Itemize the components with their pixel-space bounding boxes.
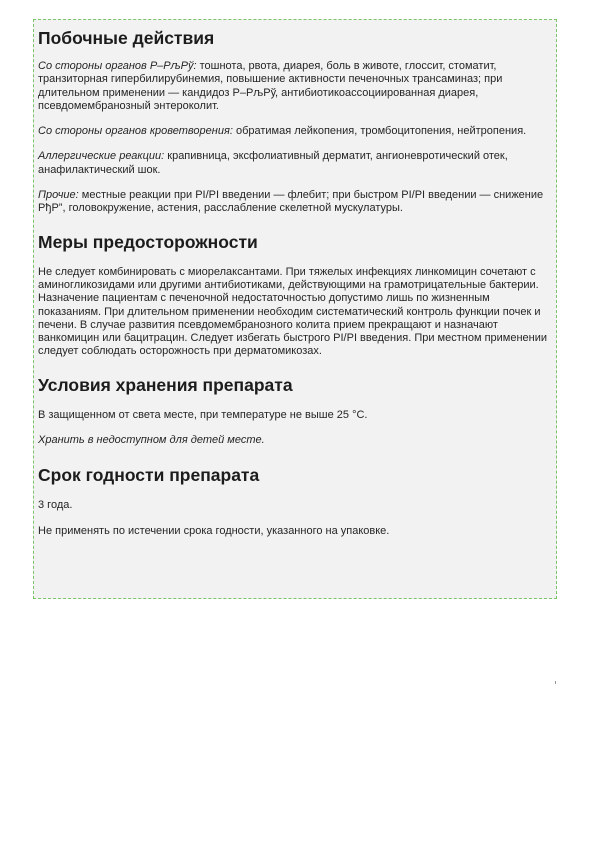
side-effects-gi-label: Со стороны органов Р–РљРў:: [38, 60, 197, 72]
side-effects-other-text: местные реакции при РІ/РІ введении — флебит; при быстром РІ/РІ введении — снижение РђР”, головокружение, астения, расслабление скелетной мускулатуры.: [38, 189, 544, 215]
side-effects-other-label: Прочие:: [38, 189, 79, 202]
side-effects-blood-label: Со стороны органов кроветворения:: [38, 125, 233, 138]
storage-text: В защищенном от света месте, при температуре не выше 25 °C.: [38, 408, 368, 421]
margin-mark: [555, 681, 556, 684]
side-effects-allergy-paragraph: [38, 150, 552, 177]
storage-note-text: Хранить в недоступном для детей месте.: [38, 434, 265, 447]
side-effects-heading: Побочные действия: [38, 28, 215, 48]
storage-heading: Условия хранения препарата: [38, 374, 293, 395]
side-effects-allergy-label: Аллергические реакции:: [38, 150, 165, 163]
shelf-life-heading: Срок годности препарата: [38, 465, 260, 486]
shelf-life-note: Не применять по истечении срока годности, указанного на упаковке.: [38, 524, 390, 537]
side-effects-gi-text: тошнота, рвота, диарея, боль в животе, глоссит, стоматит, транзиторная гипербилирубинемия, повышение активности печеночных трансаминаз; при длительном применении — кандидоз Р–РљРў, антибиотикоассоциированная диарея, псевдомембранозный энтероколит.: [38, 60, 503, 112]
side-effects-other-paragraph: [38, 189, 552, 216]
storage-note: [38, 434, 552, 447]
side-effects-gi-paragraph: [38, 60, 552, 113]
side-effects-blood-text: обратимая лейкопения, тромбоцитопения, нейтропения.: [232, 125, 527, 138]
document-content: [38, 26, 552, 538]
shelf-life-value: 3 года.: [38, 499, 73, 512]
side-effects-blood-paragraph: [38, 125, 552, 138]
precautions-text: Не следует комбинировать с миорелаксантами. При тяжелых инфекциях линкомицин сочетают с аминогликозидами или другими антибиотиками, действующими на грамотрицательные бактерии. Назначение пациентам с печеночной недостаточностью допустимо лишь по жизненным показаниям. При длительном применении необходим систематический контроль функции почек и печени. В случае развития псевдомембранозного колита прием прекращают и назначают ванкомицин или бацитрацин. Следует избегать быстрого РІ/РІ введения. При местном применении следует соблюдать осторожность при дерматомикозах.: [38, 265, 548, 358]
precautions-heading: Меры предосторожности: [38, 231, 258, 252]
side-effects-allergy-text: крапивница, эксфолиативный дерматит, ангионевротический отек, анафилактический шок.: [38, 150, 508, 176]
